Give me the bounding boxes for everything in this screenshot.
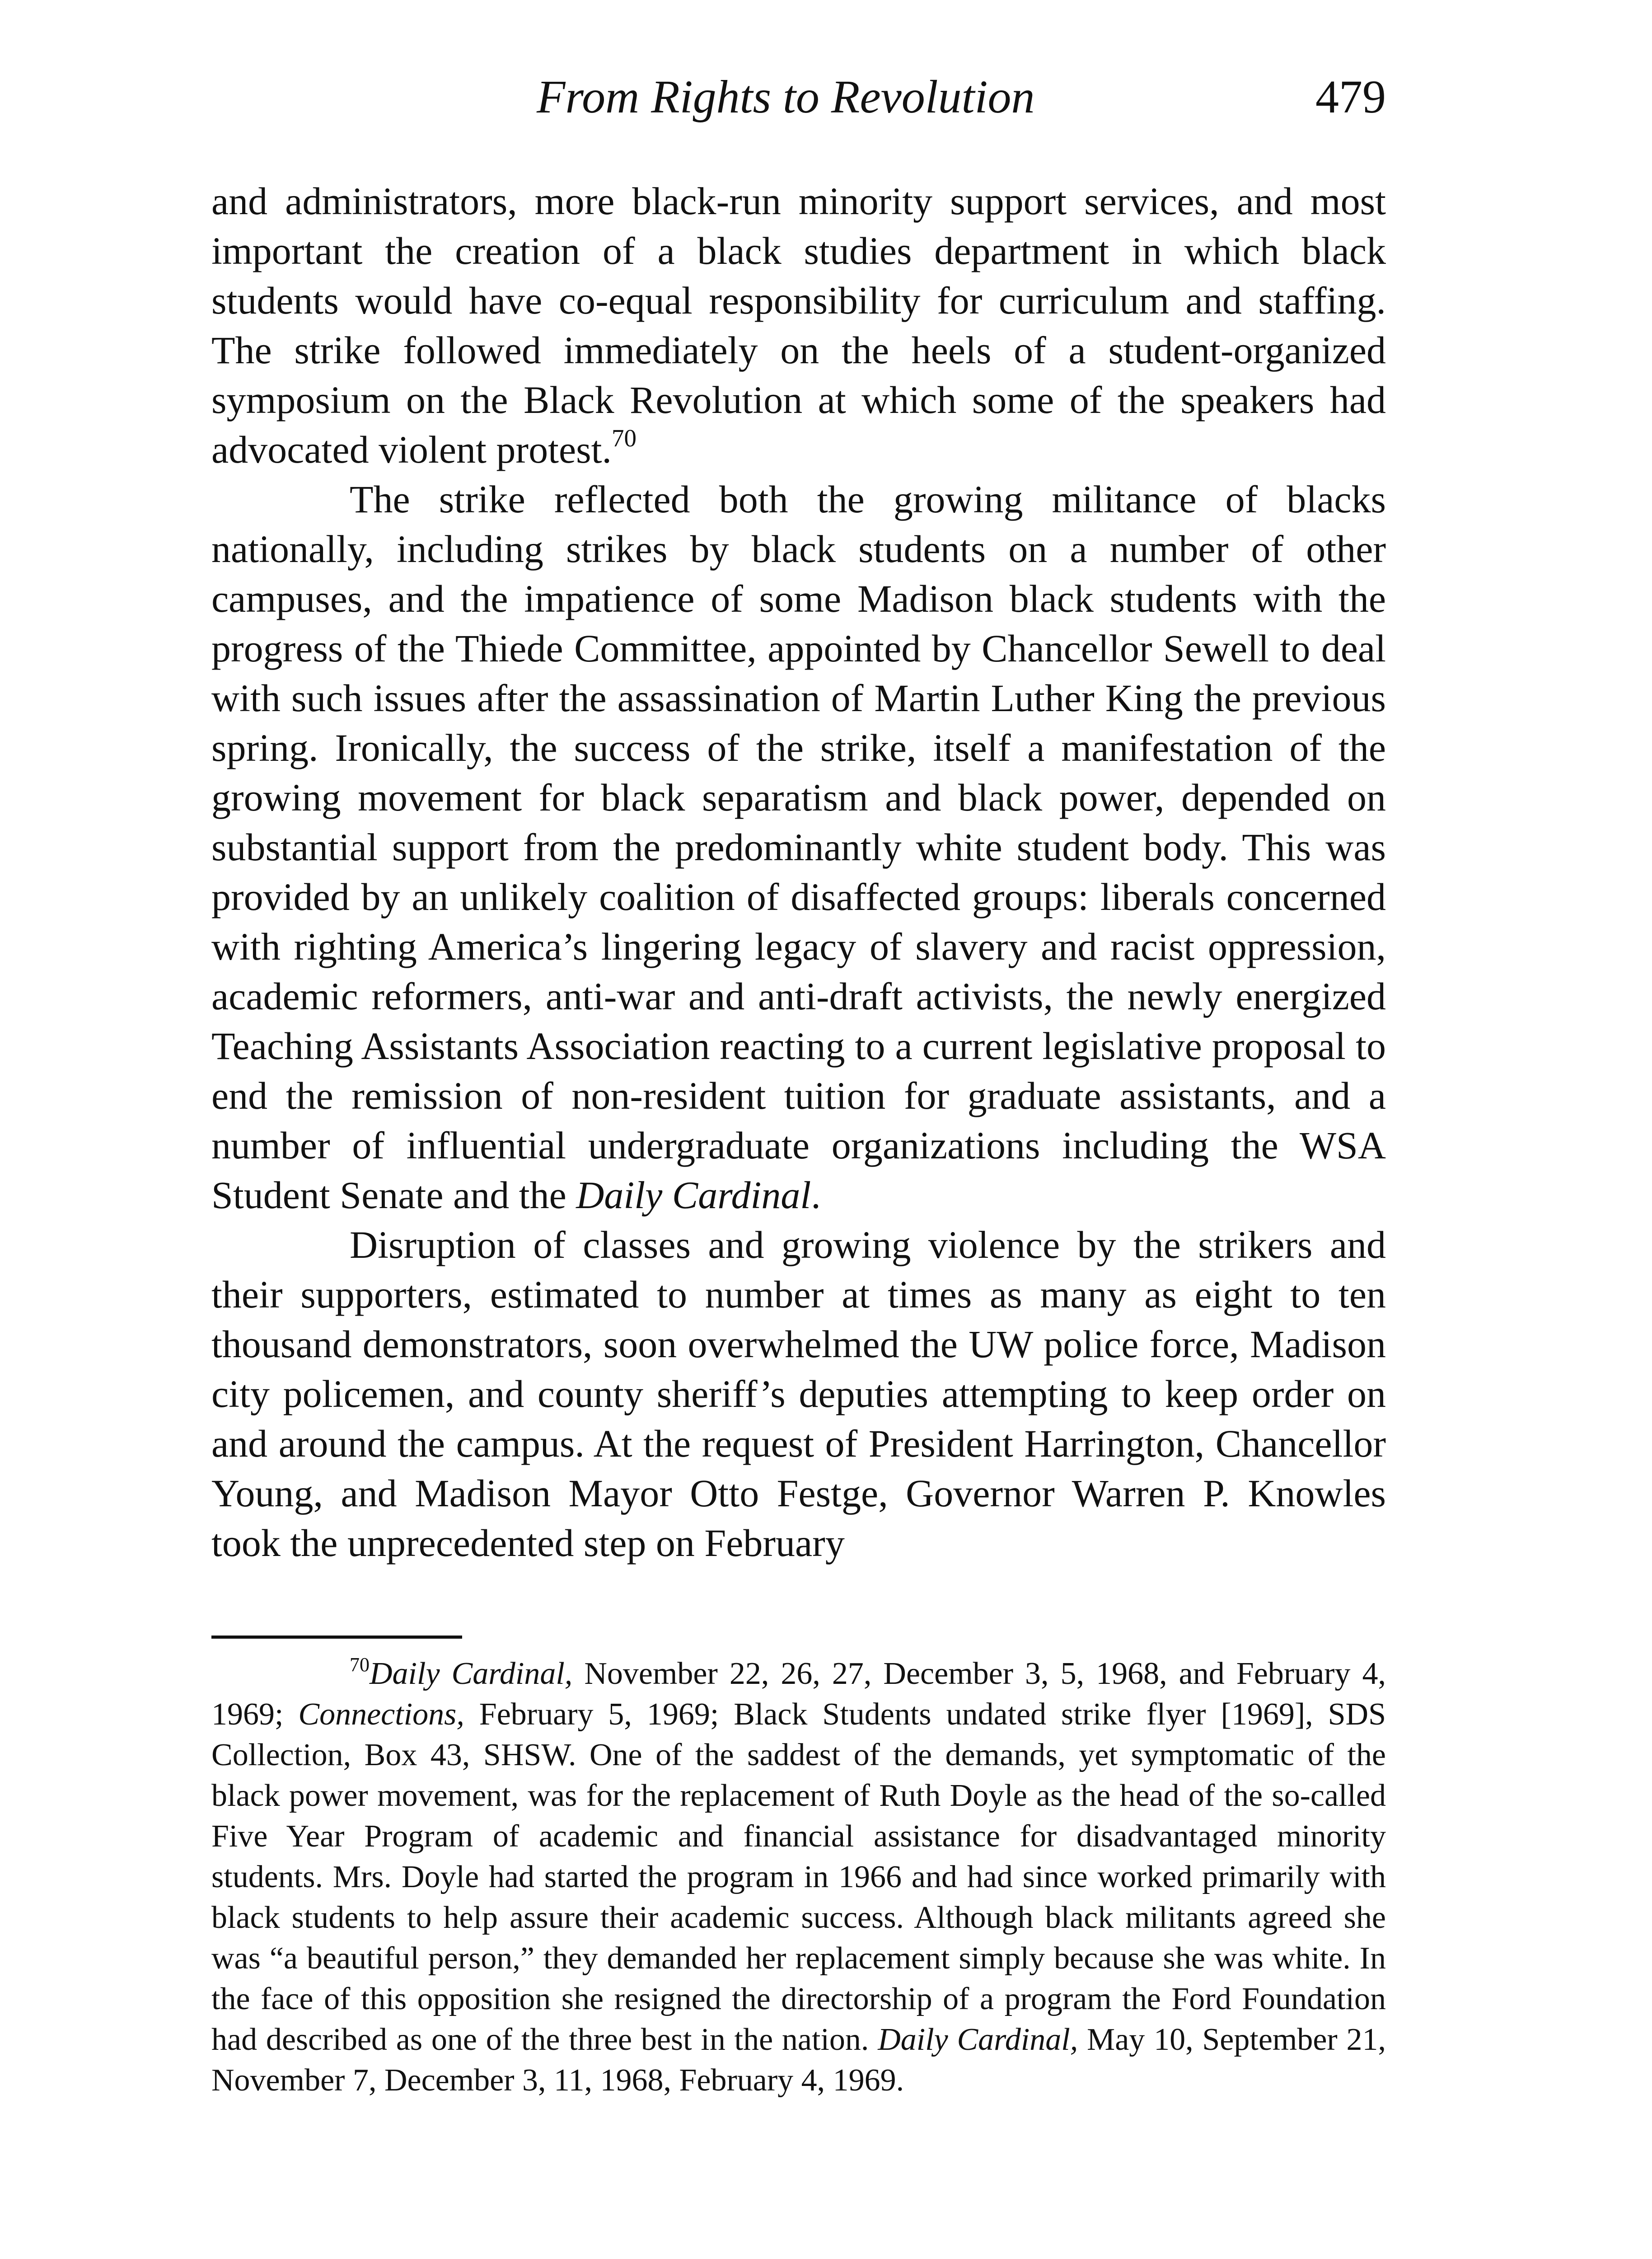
body-text (211, 176, 1386, 1568)
paragraph-2-end: . (811, 1173, 821, 1217)
footnote-divider (211, 1636, 462, 1639)
paragraph-1-text: and administrators, more black-run minority support services, and most important the creation of a black studies department in which black students would have co-equal responsibility for curriculum and staffing. The strike followed immediately on the heels of a student-organized symposium on the Black Revolution at which some of the speakers had advocated violent protest. (211, 179, 1386, 471)
paragraph-2 (211, 474, 1386, 1220)
footnote-source-1: Daily Cardinal, (370, 1656, 573, 1691)
footnote-number: 70 (350, 1654, 370, 1676)
running-head-title: From Rights to Revolution (537, 71, 1035, 123)
paragraph-3-text: Disruption of classes and growing violence by the strikers and their supporters, estimated to number at times as many as eight to ten thousand demonstrators, soon overwhelmed the UW police force, Madison city policemen, and county sheriff’s deputies attempting to keep order on and around the campus. At the request of President Harrington, Chancellor Young, and Madison Mayor Otto Festge, Governor Warren P. Knowles took the unprecedented step on February (211, 1223, 1386, 1565)
paragraph-3 (211, 1220, 1386, 1568)
footnote-reference-70: 70 (612, 424, 636, 452)
paragraph-1 (211, 176, 1386, 474)
footnote-paragraph (211, 1654, 1386, 2101)
footnote-source-3: Daily Cardinal, (878, 2022, 1078, 2057)
footnote-text-1: November 22, 26, 27, December 3, 5, 1968, and February 4, 1969; (211, 1656, 1386, 1732)
footnote-source-2: Connections, (298, 1697, 464, 1732)
paragraph-2-publication-title: Daily Cardinal (576, 1173, 811, 1217)
page-number: 479 (1315, 71, 1386, 123)
running-head (211, 68, 1386, 127)
paragraph-2-text: The strike reflected both the growing militance of blacks nationally, including strikes by black students on a number of other campuses, and the impatience of some Madison black students with the progress of the Thiede Committee, appointed by Chancellor Sewell to deal with such issues after the assassination of Martin Luther King the previous spring. Ironically, the success of the strike, itself a manifestation of the growing movement for black separatism and black power, depended on substantial support from the predominantly white student body. This was provided by an unlikely coalition of disaffected groups: liberals concerned with righting America’s lingering legacy of slavery and racist oppression, academic reformers, anti-war and anti-draft activists, the newly energized Teaching Assistants Association reacting to a current legislative proposal to end the remission of non-resident tuition for graduate assistants, and a number of influential undergraduate organizations including the WSA Student Senate and the (211, 478, 1386, 1217)
footnote-70 (211, 1654, 1386, 2101)
footnote-text-3: May 10, September 21, November 7, December 3, 11, 1968, February 4, 1969. (211, 2022, 1386, 2098)
footnote-text-2: February 5, 1969; Black Students undated strike flyer [1969], SDS Collection, Box 43, SHSW. One of the saddest of the demands, yet symptomatic of the black power movement, was for the replacement of Ruth Doyle as the head of the so-called Five Year Program of academic and financial assistance for disadvantaged minority students. Mrs. Doyle had started the program in 1966 and had since worked primarily with black students to help assure their academic success. Although black militants agreed she was “a beautiful person,” they demanded her replacement simply because she was white. In the face of this opposition she resigned the directorship of a program the Ford Foundation had described as one of the three best in the nation. (211, 1697, 1386, 2057)
